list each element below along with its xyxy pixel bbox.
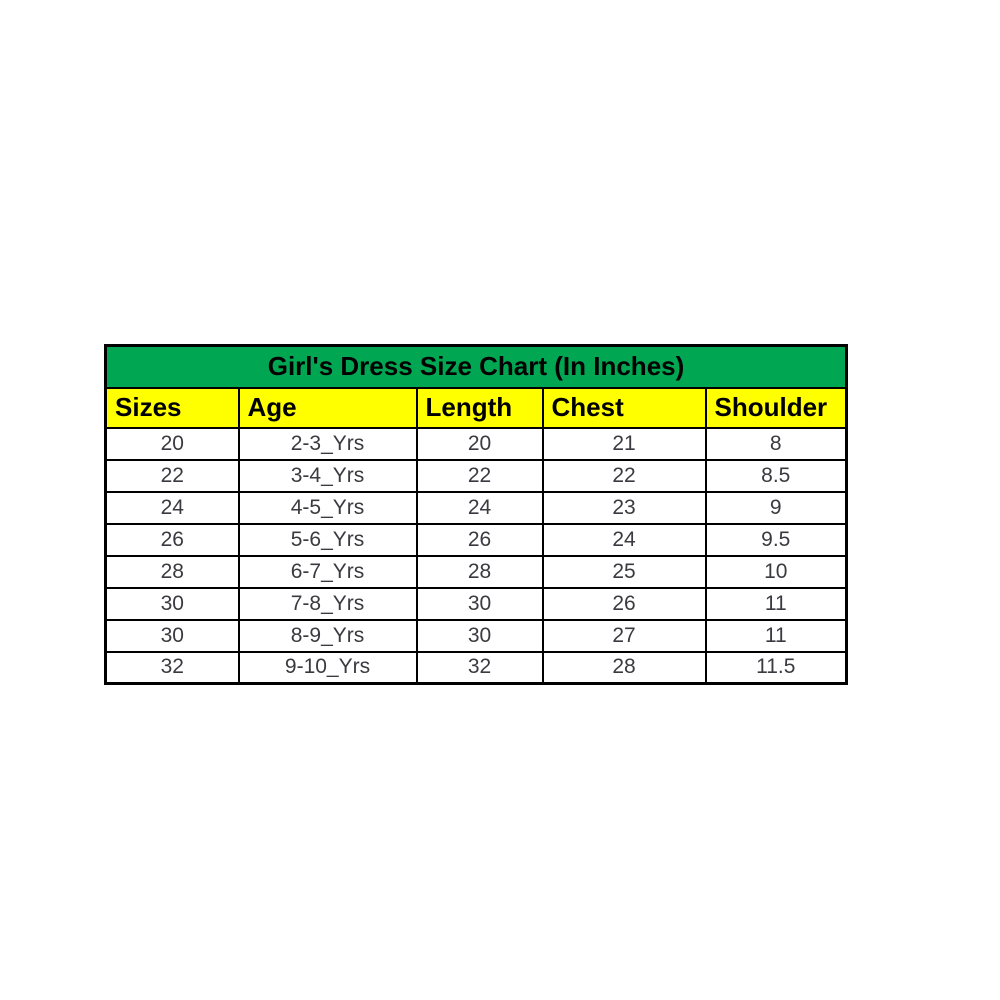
table-cell: 26	[417, 524, 543, 556]
table-cell: 22	[106, 460, 239, 492]
table-cell: 27	[543, 620, 706, 652]
column-header-sizes: Sizes	[106, 388, 239, 428]
table-cell: 9-10_Yrs	[239, 652, 417, 684]
size-chart-table	[104, 344, 848, 685]
column-header-shoulder: Shoulder	[706, 388, 847, 428]
table-cell: 26	[106, 524, 239, 556]
table-cell: 30	[106, 620, 239, 652]
table-cell: 28	[417, 556, 543, 588]
table-row	[106, 652, 847, 684]
table-row	[106, 588, 847, 620]
table-cell: 24	[106, 492, 239, 524]
table-cell: 5-6_Yrs	[239, 524, 417, 556]
table-cell: 10	[706, 556, 847, 588]
title-row	[106, 346, 847, 388]
table-cell: 24	[543, 524, 706, 556]
table-cell: 30	[417, 588, 543, 620]
table-cell: 2-3_Yrs	[239, 428, 417, 460]
table-cell: 11	[706, 588, 847, 620]
table-cell: 22	[543, 460, 706, 492]
table-cell: 23	[543, 492, 706, 524]
table-cell: 3-4_Yrs	[239, 460, 417, 492]
size-table-body	[106, 428, 847, 684]
table-cell: 25	[543, 556, 706, 588]
column-header-chest: Chest	[543, 388, 706, 428]
table-row	[106, 492, 847, 524]
table-cell: 30	[417, 620, 543, 652]
header-row	[106, 388, 847, 428]
table-cell: 20	[106, 428, 239, 460]
table-title: Girl's Dress Size Chart (In Inches)	[106, 346, 847, 388]
table-cell: 32	[417, 652, 543, 684]
table-cell: 4-5_Yrs	[239, 492, 417, 524]
table-cell: 6-7_Yrs	[239, 556, 417, 588]
table-cell: 28	[106, 556, 239, 588]
table-cell: 9	[706, 492, 847, 524]
table-cell: 20	[417, 428, 543, 460]
table-cell: 8.5	[706, 460, 847, 492]
table-row	[106, 524, 847, 556]
table-cell: 26	[543, 588, 706, 620]
table-cell: 21	[543, 428, 706, 460]
column-header-length: Length	[417, 388, 543, 428]
table-cell: 32	[106, 652, 239, 684]
table-cell: 11.5	[706, 652, 847, 684]
table-row	[106, 620, 847, 652]
column-header-age: Age	[239, 388, 417, 428]
table-cell: 30	[106, 588, 239, 620]
table-cell: 7-8_Yrs	[239, 588, 417, 620]
table-cell: 24	[417, 492, 543, 524]
table-cell: 28	[543, 652, 706, 684]
table-cell: 22	[417, 460, 543, 492]
table-cell: 8	[706, 428, 847, 460]
table-cell: 9.5	[706, 524, 847, 556]
table-row	[106, 460, 847, 492]
table-cell: 8-9_Yrs	[239, 620, 417, 652]
table-cell: 11	[706, 620, 847, 652]
table-row	[106, 556, 847, 588]
table-row	[106, 428, 847, 460]
